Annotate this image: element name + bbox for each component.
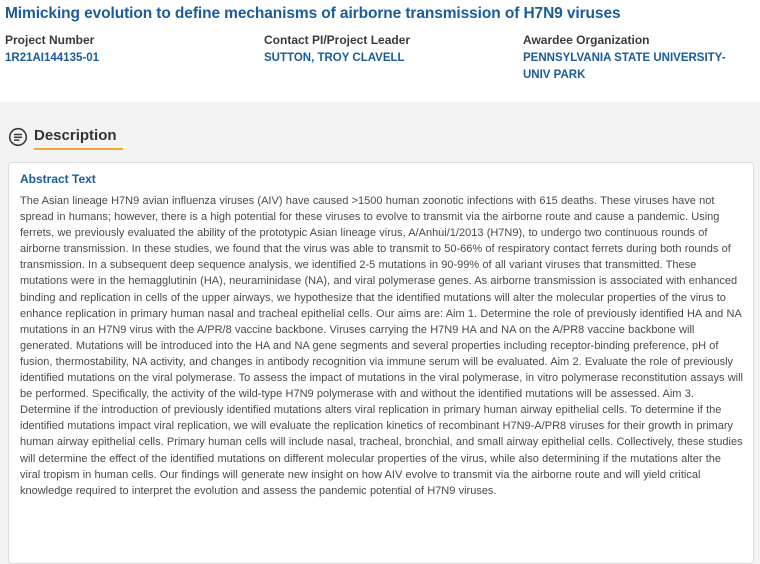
- project-number-value: 1R21AI144135-01: [5, 52, 99, 64]
- description-underline: [34, 148, 123, 150]
- abstract-text: The Asian lineage H7N9 avian influenza viruses (AIV) have caused >1500 human zoonotic infections with 615 deaths. These viruses have not spread in humans; however, there is a high potential for these viruses to evolve to transmit via the airborne route and cause a pandemic. Using ferrets, we previously evaluated the ability of the prototypic Asian lineage virus, A/Anhui/1/2013 (H7N9), to undergo two continuous rounds of airborne transmission. In these studies, we found that the virus was able to transmit to 50-66% of respiratory contact ferrets during both rounds of transmission. In a subsequent deep sequence analysis, we identified 2-5 mutations in 90-99% of all variant viruses that transmitted. These mutations were in the hemagglutinin (HA), neuraminidase (NA), and viral polymerase genes. As airborne transmission is associated with enhanced binding and replication in cells of the upper airways, we hypothesize that the identified mutations will alter the molecular properties of the virus to enhance replication in primary human nasal and tracheal epithelial cells. Our aims are: Aim 1. Determine the role of previously identified HA and NA mutations in an H7N9 virus with the A/PR/8 vaccine backbone. Viruses carrying the H7N9 HA and NA on the A/PR8 vaccine backbone will generated. Mutations will be introduced into the HA and NA gene segments and several properties including receptor-binding preference, pH of fusion, thermostability, NA activity, and changes in antibody recognition via immune serum will be evaluated. Aim 2. Evaluate the role of previously identified mutations on the viral polymerase. To assess the impact of mutations in the viral polymerase, in vitro polymerase reconstitution assays will be performed. Specifically, the activity of the wild-type H7N9 polymerase with and without the identified mutations will be assessed. Aim 3. Determine if the introduction of previously identified mutations alters viral replication in primary human airway epithelial cells. To determine if the identified mutations impact viral replication, we will evaluate the replication kinetics of recombinant H7N9-A/PR8 viruses for their growth in primary human airway epithelial cells. Primary human cells will include nasal, tracheal, bronchial, and small airway epithelial cells. Collectively, these studies will determine the effect of the identified mutations on different molecular properties of the virus, while also determining if the mutations alter the viral tropism in human cells. Our findings will generate new insight on how AIV evolve to transmit via the airborne route and will yield critical knowledge required to interpret the evolution and assess the pandemic potential of H7N9 viruses.: [20, 195, 743, 497]
- awardee-org-label: Awardee Organization: [523, 33, 650, 47]
- project-number-label: Project Number: [5, 33, 95, 47]
- abstract-heading: Abstract Text: [20, 172, 96, 186]
- project-number-block: [5, 33, 99, 67]
- awardee-org-block: [523, 33, 753, 84]
- description-icon: [8, 127, 28, 147]
- page-title: Mimicking evolution to define mechanisms of airborne transmission of H7N9 viruses: [5, 5, 621, 22]
- contact-pi-label: Contact PI/Project Leader: [264, 33, 411, 47]
- description-title: Description: [34, 127, 117, 144]
- contact-pi-link[interactable]: SUTTON, TROY CLAVELL: [264, 52, 405, 64]
- contact-pi-block: [264, 33, 410, 67]
- project-header: [0, 0, 760, 102]
- awardee-org-link[interactable]: PENNSYLVANIA STATE UNIVERSITY-UNIV PARK: [523, 52, 726, 81]
- abstract-card: [8, 162, 754, 564]
